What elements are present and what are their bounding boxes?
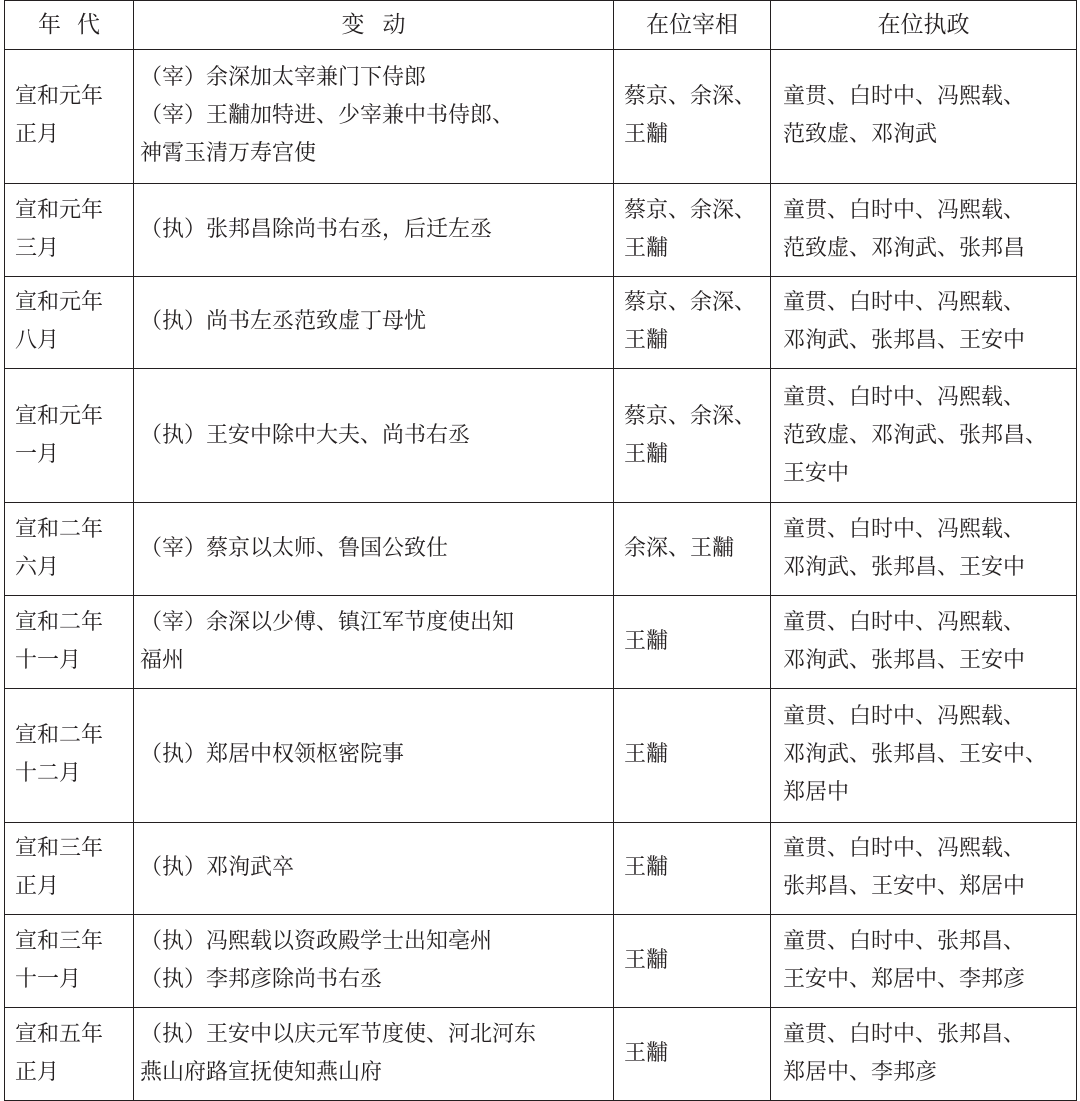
prime-ministers-cell	[614, 915, 771, 1008]
cell-line: 王黼	[624, 948, 669, 974]
table-row	[5, 915, 1077, 1008]
header-row	[5, 1, 1077, 50]
cell-line: 蔡京、余深、	[624, 403, 757, 429]
cell-line: 邓洵武、张邦昌、王安中	[783, 647, 1026, 673]
cell-line: 童贯、白时中、冯熙载、	[783, 197, 1026, 223]
cell-line: 范致虚、邓洵武、张邦昌	[783, 235, 1026, 261]
change-cell	[134, 688, 614, 822]
cell-line: 宣和元年	[15, 290, 104, 316]
header-executives: 在位执政	[771, 1, 1077, 50]
cell-line: 王黼	[624, 441, 669, 467]
executives-cell	[771, 503, 1077, 596]
cell-line: 邓洵武、张邦昌、王安中	[783, 555, 1026, 581]
executives-cell	[771, 183, 1077, 276]
cell-line: 张邦昌、王安中、郑居中	[783, 874, 1026, 900]
cell-line: 燕山府路宣抚使知燕山府	[140, 1060, 383, 1086]
year-cell	[5, 503, 134, 596]
executives-cell	[771, 276, 1077, 369]
cell-line: 宣和元年	[15, 84, 104, 110]
cell-line: 王安中、郑居中、李邦彦	[783, 967, 1026, 993]
cell-line: （执）王安中以庆元军节度使、河北河东	[140, 1022, 537, 1048]
cell-line: 宣和三年	[15, 836, 104, 862]
cell-line: （执）郑居中权领枢密院事	[140, 742, 405, 768]
change-cell	[134, 183, 614, 276]
cell-line: （宰）余深加太宰兼门下侍郎	[140, 65, 427, 91]
cell-line: 童贯、白时中、冯熙载、	[783, 836, 1026, 862]
cell-line: 王黼	[624, 328, 669, 354]
cell-line: 童贯、白时中、冯熙载、	[783, 609, 1026, 635]
cell-line: 童贯、白时中、张邦昌、	[783, 929, 1026, 955]
year-cell	[5, 822, 134, 915]
cell-line: （执）冯熙载以资政殿学士出知亳州	[140, 929, 493, 955]
cell-line: 王黼	[624, 235, 669, 261]
executives-cell	[771, 822, 1077, 915]
executives-cell	[771, 1008, 1077, 1101]
cell-line: 福州	[140, 647, 185, 673]
prime-ministers-cell	[614, 50, 771, 184]
cell-line: （宰）余深以少傅、镇江军节度使出知	[140, 609, 515, 635]
year-cell	[5, 915, 134, 1008]
cell-line: 神霄玉清万寿宫使	[140, 141, 317, 167]
cell-line: 王黼	[624, 1041, 669, 1067]
cell-line: 范致虚、邓洵武	[783, 122, 938, 148]
cell-line: 余深、王黼	[624, 536, 735, 562]
executives-cell	[771, 688, 1077, 822]
cell-line: 正月	[15, 122, 60, 148]
cell-line: 童贯、白时中、冯熙载、	[783, 704, 1026, 730]
cell-line: 宣和元年	[15, 197, 104, 223]
header-year: 年代	[5, 1, 134, 50]
table-row	[5, 1008, 1077, 1101]
cell-line: （宰）王黼加特进、少宰兼中书侍郎、	[140, 103, 515, 129]
change-cell	[134, 50, 614, 184]
table-row	[5, 688, 1077, 822]
cell-line: （宰）蔡京以太师、鲁国公致仕	[140, 536, 449, 562]
table-row	[5, 276, 1077, 369]
table-row	[5, 503, 1077, 596]
header-prime-ministers: 在位宰相	[614, 1, 771, 50]
executives-cell	[771, 369, 1077, 503]
cell-line: 宣和二年	[15, 609, 104, 635]
cell-line: 范致虚、邓洵武、张邦昌、	[783, 422, 1048, 448]
prime-ministers-cell	[614, 183, 771, 276]
cell-line: 童贯、白时中、冯熙载、	[783, 384, 1026, 410]
table-row	[5, 183, 1077, 276]
cell-line: 童贯、白时中、冯熙载、	[783, 290, 1026, 316]
table-row	[5, 822, 1077, 915]
cell-line: （执）尚书左丞范致虚丁母忧	[140, 309, 427, 335]
cell-line: 六月	[15, 555, 60, 581]
cell-line: 王黼	[624, 628, 669, 654]
cell-line: 王安中	[783, 460, 850, 486]
cell-line: 八月	[15, 328, 60, 354]
change-cell	[134, 503, 614, 596]
cell-line: 宣和二年	[15, 517, 104, 543]
prime-ministers-cell	[614, 595, 771, 688]
cell-line: 正月	[15, 874, 60, 900]
cell-line: 王黼	[624, 742, 669, 768]
cell-line: 蔡京、余深、	[624, 290, 757, 316]
cell-line: 宣和三年	[15, 929, 104, 955]
cell-line: 蔡京、余深、	[624, 197, 757, 223]
table-row	[5, 595, 1077, 688]
year-cell	[5, 369, 134, 503]
cabinet-changes-table	[4, 0, 1077, 1101]
prime-ministers-cell	[614, 369, 771, 503]
executives-cell	[771, 595, 1077, 688]
cell-line: 郑居中、李邦彦	[783, 1060, 938, 1086]
year-cell	[5, 595, 134, 688]
prime-ministers-cell	[614, 276, 771, 369]
cell-line: 蔡京、余深、	[624, 84, 757, 110]
cell-line: 王黼	[624, 855, 669, 881]
cell-line: （执）邓洵武卒	[140, 855, 295, 881]
cell-line: 正月	[15, 1060, 60, 1086]
cell-line: （执）张邦昌除尚书右丞，后迁左丞	[140, 216, 493, 242]
cell-line: 十二月	[15, 761, 82, 787]
cell-line: （执）王安中除中大夫、尚书右丞	[140, 422, 471, 448]
cell-line: 十一月	[15, 647, 82, 673]
executives-cell	[771, 50, 1077, 184]
year-cell	[5, 183, 134, 276]
cell-line: 邓洵武、张邦昌、王安中、	[783, 742, 1048, 768]
change-cell	[134, 595, 614, 688]
change-cell	[134, 822, 614, 915]
cell-line: 童贯、白时中、冯熙载、	[783, 84, 1026, 110]
prime-ministers-cell	[614, 503, 771, 596]
cell-line: 童贯、白时中、冯熙载、	[783, 517, 1026, 543]
cell-line: 郑居中	[783, 780, 850, 806]
change-cell	[134, 276, 614, 369]
cell-line: 三月	[15, 235, 60, 261]
table-row	[5, 50, 1077, 184]
change-cell	[134, 1008, 614, 1101]
executives-cell	[771, 915, 1077, 1008]
prime-ministers-cell	[614, 1008, 771, 1101]
cell-line: 十一月	[15, 967, 82, 993]
change-cell	[134, 369, 614, 503]
cell-line: 宣和元年	[15, 403, 104, 429]
year-cell	[5, 1008, 134, 1101]
header-change: 变动	[134, 1, 614, 50]
cell-line: 邓洵武、张邦昌、王安中	[783, 328, 1026, 354]
year-cell	[5, 276, 134, 369]
table-row	[5, 369, 1077, 503]
cell-line: 一月	[15, 441, 60, 467]
cell-line: （执）李邦彦除尚书右丞	[140, 967, 383, 993]
year-cell	[5, 688, 134, 822]
year-cell	[5, 50, 134, 184]
prime-ministers-cell	[614, 688, 771, 822]
change-cell	[134, 915, 614, 1008]
cell-line: 宣和五年	[15, 1022, 104, 1048]
cell-line: 王黼	[624, 122, 669, 148]
cell-line: 童贯、白时中、张邦昌、	[783, 1022, 1026, 1048]
cell-line: 宣和二年	[15, 723, 104, 749]
prime-ministers-cell	[614, 822, 771, 915]
